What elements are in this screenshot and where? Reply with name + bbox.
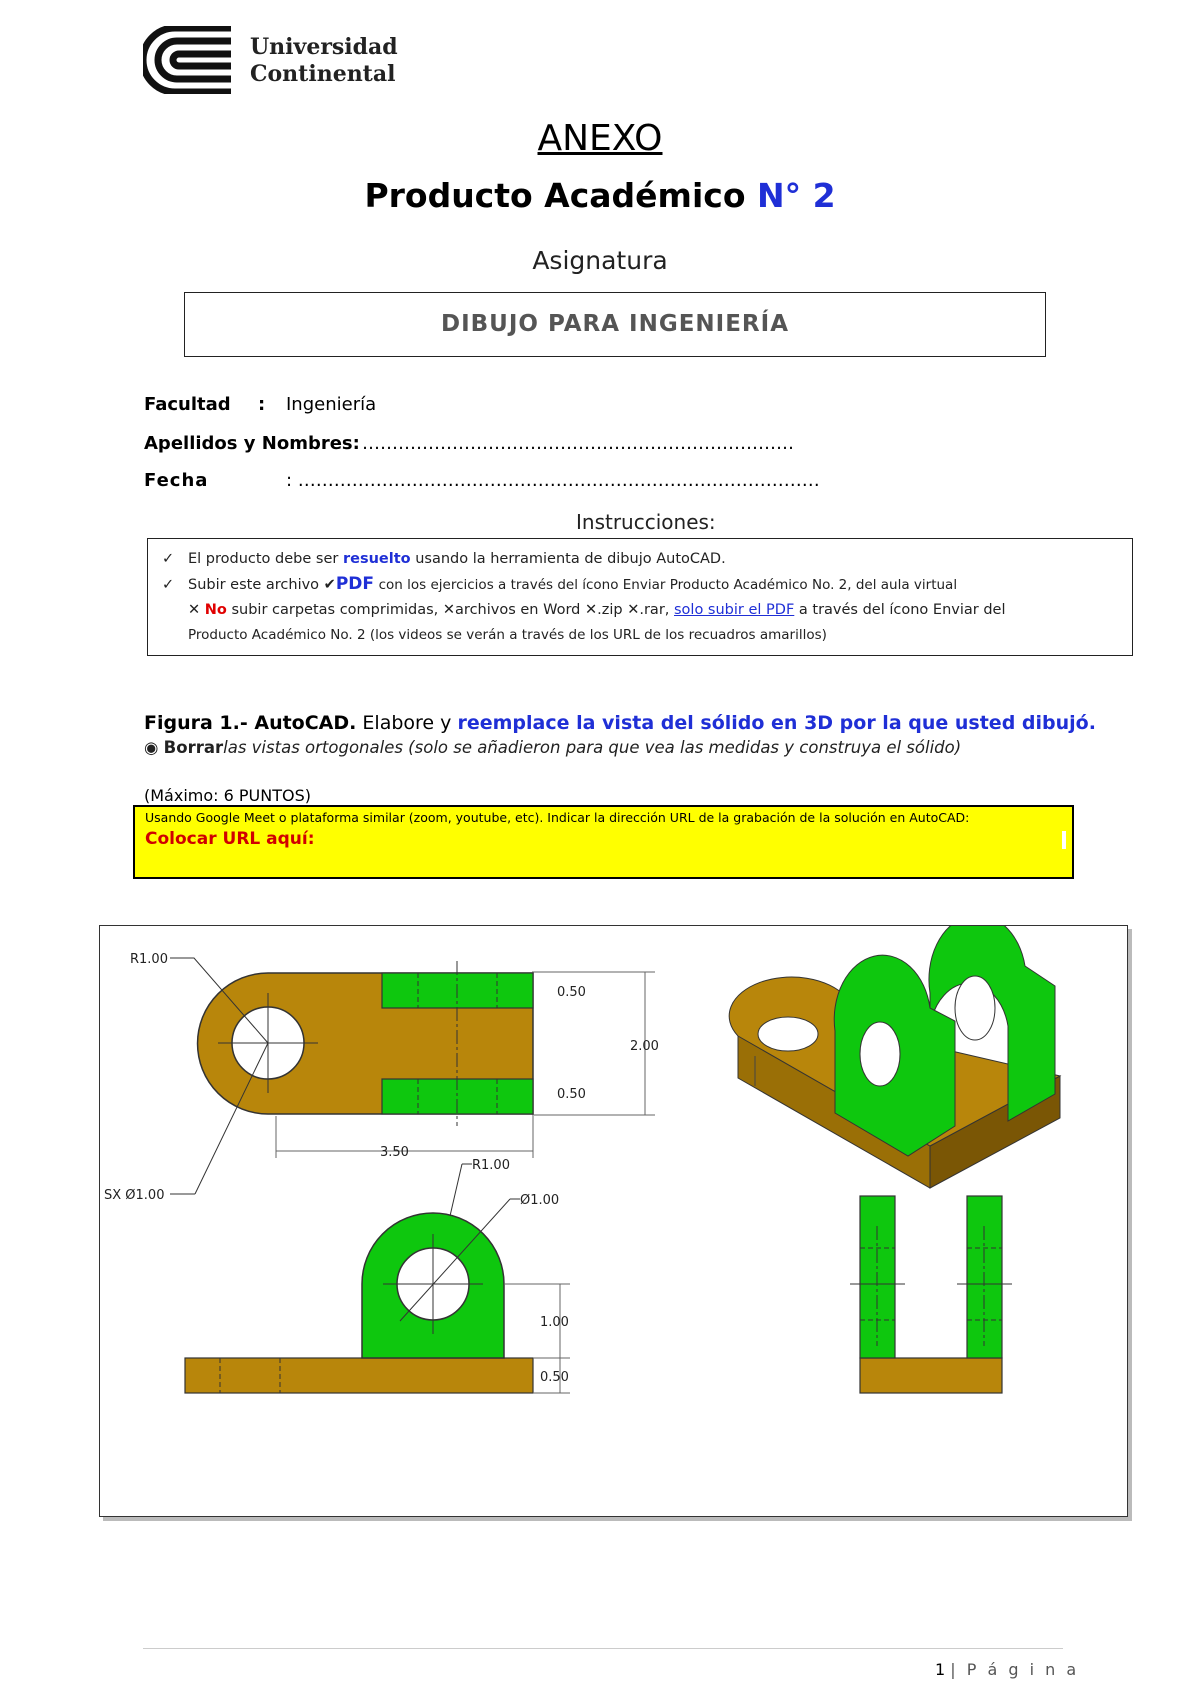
product-number: N° 2 [756,176,836,215]
max-points: (Máximo: 6 PUNTOS) [144,786,311,805]
logo-text [250,34,398,88]
cross-icon: ✕ [584,602,598,618]
anexo-title: ANEXO [537,118,663,159]
page-label: | P á g i n a [950,1660,1080,1679]
dim-r-top: R1.00 [130,952,168,967]
upload-pdf-link[interactable]: solo subir el PDF [674,602,795,618]
dim-d-front: Ø1.00 [520,1193,560,1208]
course-box [184,292,1046,357]
url-box[interactable] [133,805,1074,879]
drawing-frame [99,925,1128,1517]
instructions-title: Instrucciones: [576,510,716,534]
nombres-label: Apellidos y Nombres: [144,433,360,454]
dim-050-c: 0.50 [540,1370,569,1385]
side-view [850,1196,1012,1393]
course-name: DIBUJO PARA INGENIERÍA [440,311,790,337]
cross-icon: ✕ [442,602,456,618]
logo-line-1: Universidad [250,34,398,60]
footer-divider [143,1648,1063,1649]
logo-line-2: Continental [250,61,396,87]
dim-sx: SX Ø1.00 [104,1188,165,1203]
cross-icon: ✕ [188,602,201,618]
eye-icon: ◉ [144,738,159,757]
nombres-field[interactable]: ……………………………………………………………… [362,433,794,454]
dim-100: 1.00 [540,1315,569,1330]
dim-350: 3.50 [380,1145,409,1160]
logo-mark-icon [143,26,233,94]
check-icon: ✔ [323,577,336,593]
isometric-view [729,926,1060,1188]
cross-icon: ✕ [627,602,640,618]
url-instruction: Usando Google Meet o plataforma similar (zoom, youtube, etc). Indicar la dirección URL de la grabación de la solución en AutoCAD: [145,810,970,825]
technical-drawing [100,926,1127,1516]
instruction-4: Producto Académico No. 2 (los videos se verán a través de los URL de los recuadros amarillos) [188,627,827,643]
dim-050-b: 0.50 [557,1087,586,1102]
text-cursor [1062,831,1066,849]
instruction-3: ✕ No subir carpetas comprimidas, ✕archivos en Word ✕.zip ✕.rar, solo subir el PDF a través del ícono Enviar del [188,602,1006,618]
facultad-colon: : [258,394,266,415]
dim-200: 2.00 [630,1039,659,1054]
product-prefix: Producto Académico [364,176,746,215]
facultad-value: Ingeniería [286,394,377,415]
facultad-label: Facultad [144,394,231,415]
dim-r-front: R1.00 [472,1158,510,1173]
instruction-2: ✓ Subir este archivo ✔PDF con los ejercicios a través del ícono Enviar Producto Académico No. 2, del aula virtual [162,574,958,594]
check-icon: ✓ [162,577,175,593]
fecha-field[interactable]: : …………………………………………………………………………… [286,470,820,491]
check-icon: ✓ [162,551,175,567]
instruction-1: ✓ El producto debe ser resuelto usando la herramienta de dibujo AutoCAD. [162,551,726,567]
dim-050-a: 0.50 [557,985,586,1000]
product-title [0,176,1200,215]
url-placeholder[interactable]: Colocar URL aquí: [145,829,315,849]
instructions-box [147,538,1133,656]
figure-caption: Figura 1.- AutoCAD. Elabore y reemplace la vista del sólido en 3D por la que usted dibujó. [144,712,1096,734]
front-view [185,1164,570,1393]
page-number: 1 [935,1660,946,1679]
university-logo [143,26,233,94]
page-footer [935,1660,1079,1679]
figure-erase-note: ◉ Borrarlas vistas ortogonales (solo se añadieron para que vea las medidas y construya el sólido) [144,738,962,757]
fecha-label: Fecha [144,470,209,491]
asignatura-label: Asignatura [532,246,668,275]
